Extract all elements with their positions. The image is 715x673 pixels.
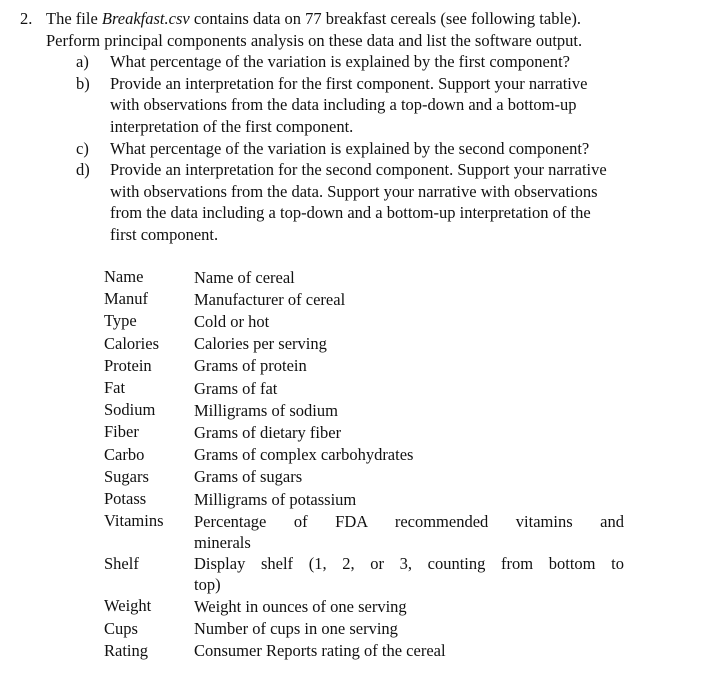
variable-row (104, 333, 624, 355)
variable-description-line: Cold or hot (194, 312, 270, 331)
variable-name: Sodium (104, 400, 156, 420)
variable-description (194, 618, 624, 640)
variable-description-line: Grams of fat (194, 378, 278, 398)
variable-description-line: Number of cups in one serving (194, 619, 398, 639)
variable-name: Vitamins (104, 511, 164, 531)
variable-row (104, 355, 624, 377)
variable-row (104, 399, 624, 421)
variable-name: Type (104, 311, 137, 331)
variable-name: Rating (104, 640, 148, 660)
part-d-line-4: first component. (110, 224, 219, 244)
variable-description-line: Grams of sugars (194, 467, 303, 487)
variable-description (194, 377, 624, 399)
variable-description-line: Milligrams of potassium (194, 489, 357, 509)
part-d-label: d) (76, 160, 90, 180)
variable-row (104, 595, 624, 617)
part-a-label: a) (76, 52, 89, 72)
variable-description-line: Weight in ounces of one serving (194, 597, 407, 617)
variable-description (194, 640, 624, 662)
variable-row (104, 488, 624, 510)
variable-row (104, 466, 624, 488)
variable-description-line: Grams of protein (194, 356, 307, 376)
variable-description-line: Milligrams of sodium (194, 400, 338, 420)
variable-name: Name (104, 267, 144, 286)
variable-description (194, 288, 624, 310)
intro-text-pre: The file (46, 9, 102, 28)
variable-row (104, 421, 624, 443)
variable-description-line: minerals (194, 532, 251, 552)
variable-description (194, 553, 624, 596)
variable-description (194, 333, 624, 355)
intro-text-post: contains data on 77 breakfast cereals (see following table). (189, 9, 581, 28)
part-c-label: c) (76, 138, 89, 158)
part-b-line-1: Provide an interpretation for the first component. Support your narrative (110, 73, 588, 93)
variable-description (194, 595, 624, 617)
variable-description-line: Calories per serving (194, 334, 327, 354)
variable-description (194, 466, 624, 488)
question-intro-line1 (20, 8, 710, 30)
variable-description (194, 355, 624, 377)
question-number: 2. (20, 9, 33, 28)
part-a-line-1: What percentage of the variation is explained by the first component? (110, 52, 570, 72)
variable-description (194, 310, 624, 332)
variable-name: Weight (104, 596, 152, 616)
variable-name: Calories (104, 333, 159, 353)
variable-name: Shelf (104, 553, 139, 573)
part-b-line-3: interpretation of the first component. (110, 116, 354, 136)
variable-description-line: Display shelf (1, 2, or 3, counting from bottom to (194, 554, 624, 574)
variable-description (194, 510, 624, 553)
part-d (20, 159, 710, 245)
variable-name: Fat (104, 378, 126, 398)
variable-description-line: Grams of complex carbohydrates (194, 445, 414, 465)
variable-name: Manuf (104, 289, 148, 309)
variable-row (104, 377, 624, 399)
variable-row (104, 288, 624, 310)
variable-description (194, 266, 624, 288)
variable-name: Cups (104, 618, 138, 638)
part-b-line-2: with observations from the data including a top-down and a bottom-up (110, 95, 577, 115)
variable-description-line: Grams of dietary fiber (194, 423, 342, 443)
part-b-label: b) (76, 73, 90, 93)
variable-description-line: Manufacturer of cereal (194, 289, 346, 309)
variable-description (194, 421, 624, 443)
variable-description-line: Percentage of FDA recommended vitamins and (194, 511, 624, 531)
variable-row (104, 553, 624, 596)
variable-row (104, 618, 624, 640)
variable-row (104, 310, 624, 332)
part-d-line-1: Provide an interpretation for the second component. Support your narrative (110, 160, 607, 180)
variable-name: Sugars (104, 466, 149, 486)
variable-description-line: Consumer Reports rating of the cereal (194, 641, 446, 661)
variable-row (104, 444, 624, 466)
variable-row (104, 640, 624, 662)
file-name: Breakfast.csv (101, 9, 190, 28)
variable-description-line: top) (194, 575, 221, 595)
variables-table (104, 266, 624, 662)
variable-name: Potass (104, 489, 147, 509)
variable-description (194, 399, 624, 421)
part-d-line-3: from the data including a top-down and a bottom-up interpretation of the (110, 203, 591, 223)
variable-description-line: Name of cereal (194, 267, 295, 287)
variable-name: Fiber (104, 422, 139, 442)
variable-description (194, 488, 624, 510)
variable-row (104, 266, 624, 288)
part-b (20, 73, 710, 138)
variable-row (104, 510, 624, 553)
part-c (20, 138, 710, 160)
part-d-line-2: with observations from the data. Support your narrative with observations (110, 181, 598, 201)
variable-description (194, 444, 624, 466)
question-intro-line2: Perform principal components analysis on these data and list the software output. (46, 30, 583, 50)
part-a (20, 51, 710, 73)
variable-name: Protein (104, 355, 152, 375)
question-block (20, 8, 710, 246)
variable-name: Carbo (104, 444, 145, 464)
part-c-line-1: What percentage of the variation is explained by the second component? (110, 138, 590, 158)
